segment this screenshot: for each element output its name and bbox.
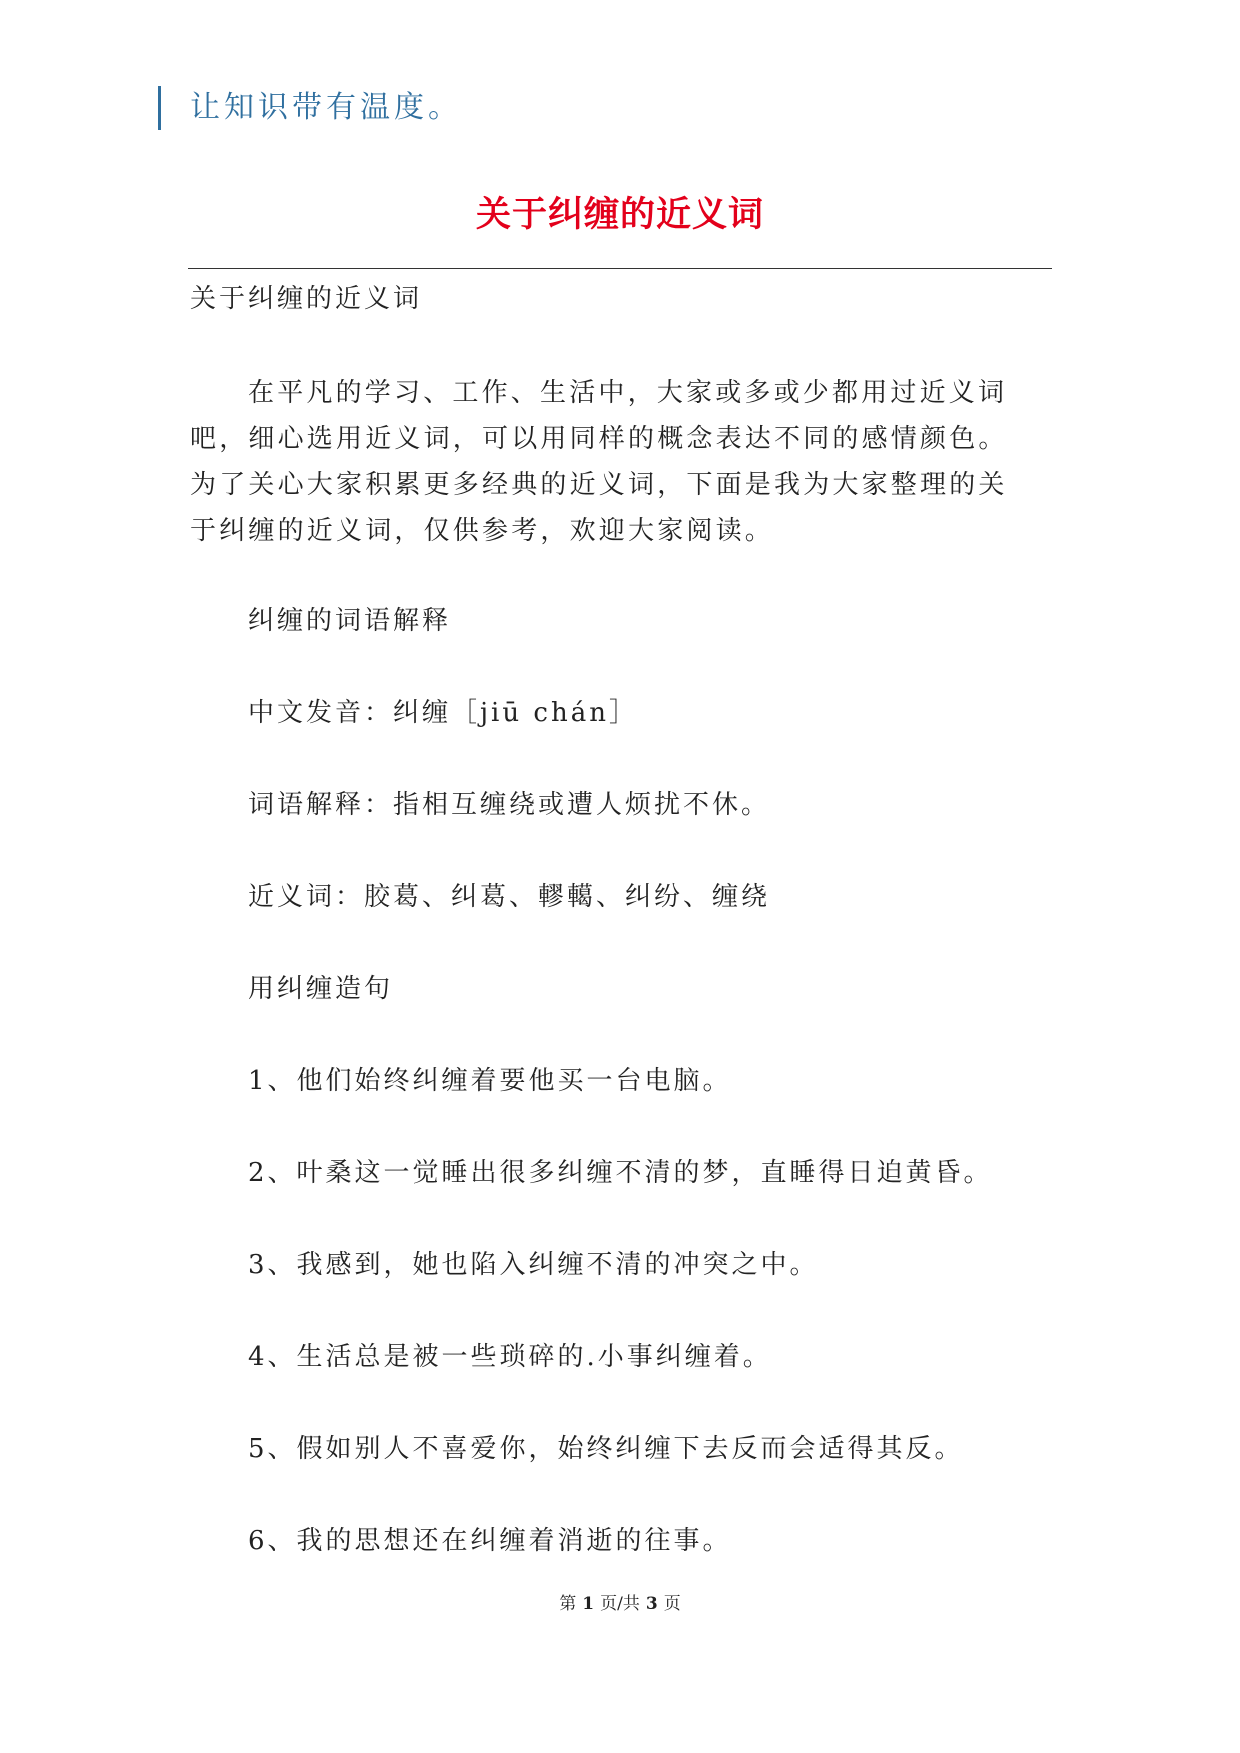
section-heading: 纠缠的词语解释 (248, 606, 452, 636)
sentence-item: 5、假如别人不喜爱你，始终纠缠下去反而会适得其反。 (248, 1434, 964, 1464)
footer-suffix: 页 (663, 1594, 681, 1614)
sentence-item: 3、我感到，她也陷入纠缠不清的冲突之中。 (248, 1250, 819, 1280)
page-footer (0, 1592, 1240, 1616)
sentence-item: 6、我的思想还在纠缠着消逝的往事。 (248, 1526, 732, 1556)
definition-line: 词语解释：指相互缠绕或遭人烦扰不休。 (248, 790, 771, 820)
footer-middle: 页/共 (600, 1594, 640, 1614)
slogan-accent-bar (158, 86, 161, 130)
intro-paragraph: 在平凡的学习、工作、生活中，大家或多或少都用过近义词吧，细心选用近义词，可以用同样的概念表达不同的感情颜色。为了关心大家积累更多经典的近义词，下面是我为大家整理的关于纠缠的近义词，仅供参考，欢迎大家阅读。 (190, 378, 1008, 546)
sentence-item: 4、生活总是被一些琐碎的.小事纠缠着。 (248, 1342, 772, 1372)
sentences-heading: 用纠缠造句 (248, 974, 394, 1004)
footer-prefix: 第 (559, 1594, 577, 1614)
sentence-item: 1、他们始终纠缠着要他买一台电脑。 (248, 1066, 732, 1096)
document-title: 关于纠缠的近义词 (475, 195, 764, 235)
synonyms-line: 近义词：胶葛、纠葛、轇轕、纠纷、缠绕 (248, 882, 771, 912)
header-slogan: 让知识带有温度。 (190, 90, 462, 125)
sentence-item: 2、叶桑这一觉睡出很多纠缠不清的梦，直睡得日迫黄昏。 (248, 1158, 993, 1188)
pronunciation-line: 中文发音：纠缠［jiū chán］ (248, 698, 638, 728)
title-divider (188, 268, 1052, 269)
total-pages-number: 3 (645, 1594, 658, 1614)
current-page-number: 1 (582, 1594, 595, 1614)
document-subtitle: 关于纠缠的近义词 (190, 284, 423, 314)
